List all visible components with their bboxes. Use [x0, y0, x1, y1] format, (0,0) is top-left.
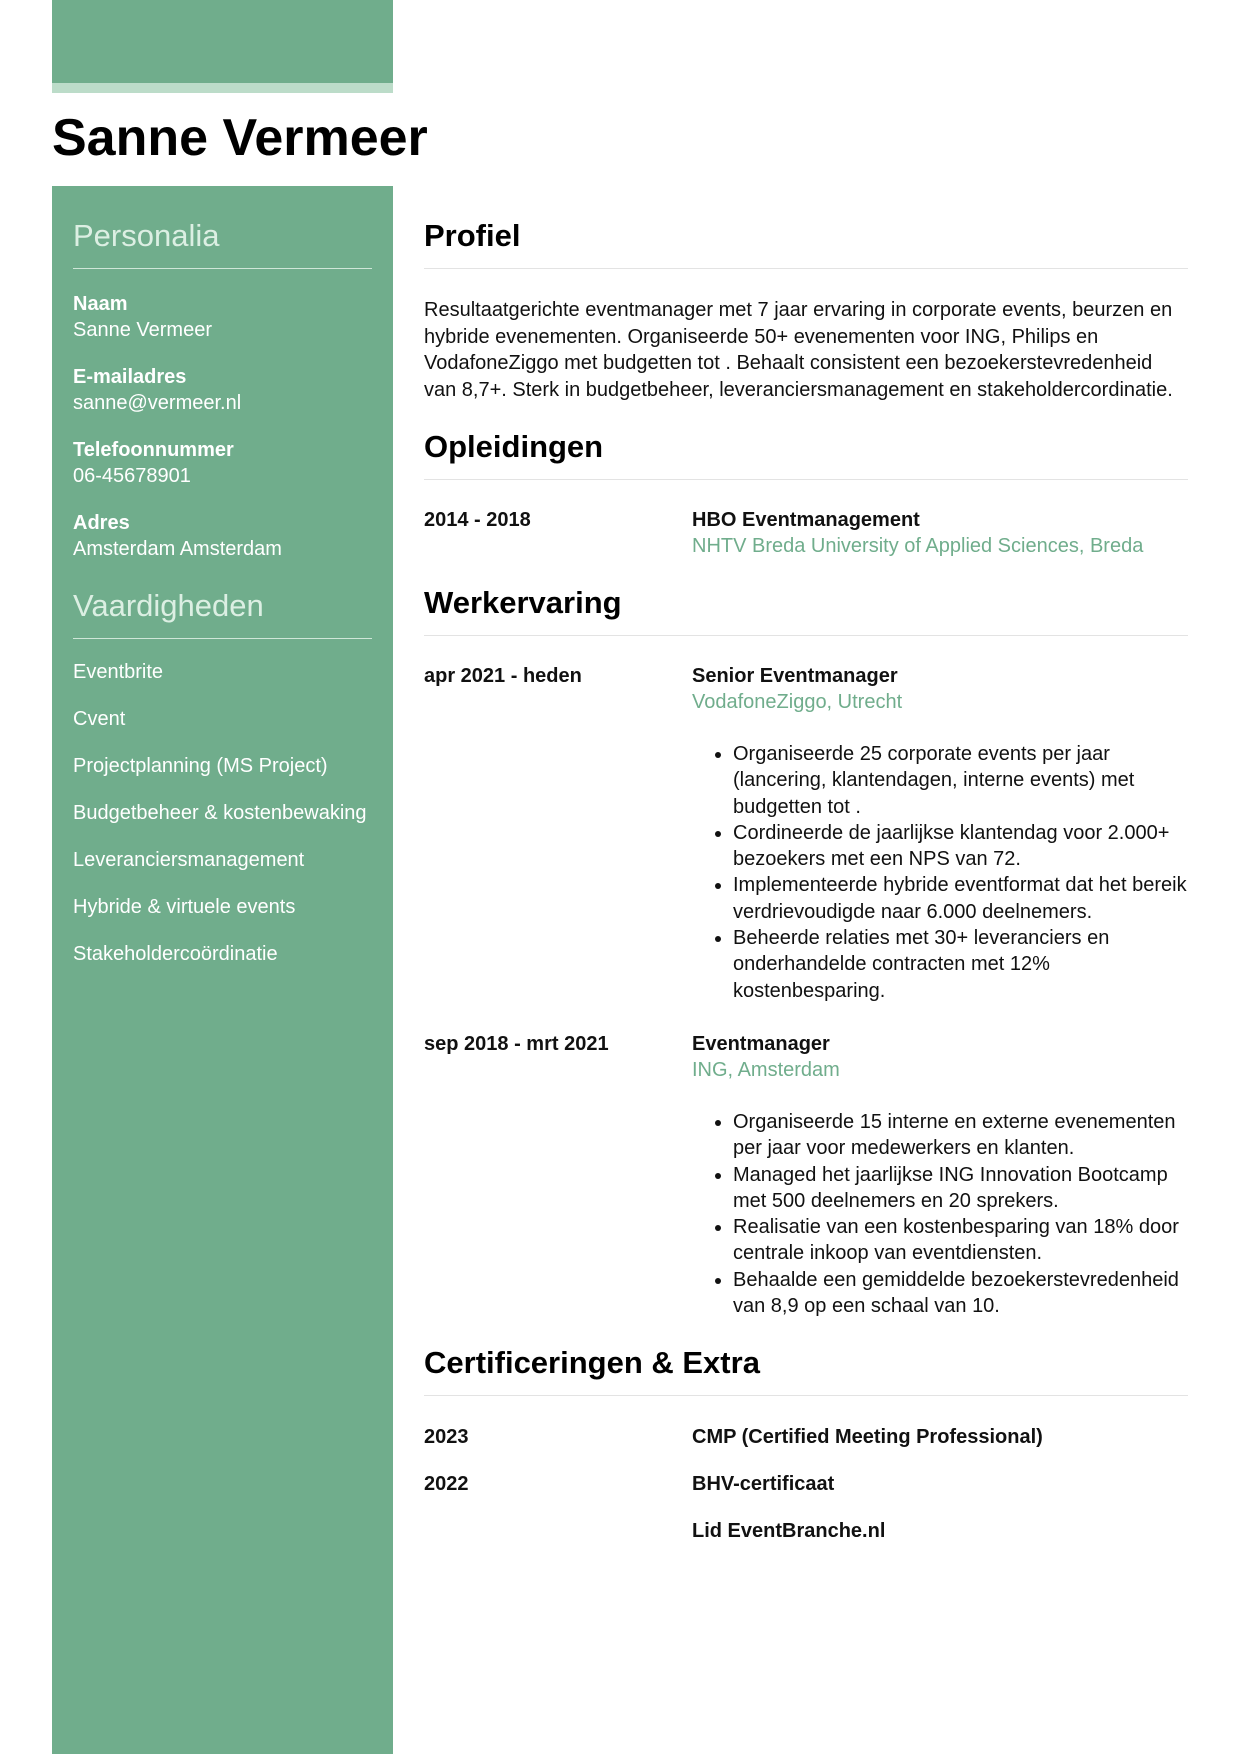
entry-title: HBO Eventmanagement: [692, 509, 920, 531]
bullet-item: • Organiseerde 25 corporate events per jaar (lancering, klantendagen, interne events) met budgetten tot .: [733, 741, 1188, 820]
skill-item: Projectplanning (MS Project): [73, 755, 328, 777]
entry-date: apr 2021 - heden: [424, 665, 582, 687]
contact-item-phone: [73, 437, 372, 489]
bullet-item: • Cordineerde de jaarlijkse klantendag voor 2.000+ bezoekers met een NPS van 72.: [733, 820, 1188, 873]
education-section: [424, 427, 1188, 559]
skill-item: Budgetbeheer & kostenbewaking: [73, 802, 367, 824]
contact-value: Amsterdam Amsterdam: [73, 538, 282, 560]
skills-list: [73, 659, 372, 967]
contact-item-email: [73, 364, 372, 416]
education-entry: [424, 507, 1188, 559]
entry-company: ING, Amsterdam: [692, 1058, 840, 1081]
skills-heading: Vaardigheden: [73, 586, 372, 639]
entry-date: 2022: [424, 1473, 469, 1496]
contact-label: Telefoonnummer: [73, 439, 234, 461]
experience-title: Werkervaring: [424, 583, 1188, 636]
contact-item-name: [73, 291, 372, 343]
profile-section: [424, 216, 1188, 403]
skill-item: Leveranciersmanagement: [73, 849, 305, 871]
certification-title: BHV-certificaat: [692, 1473, 835, 1496]
bullet-item: • Behaalde een gemiddelde bezoekerstevredenheid van 8,9 op een schaal van 10.: [733, 1267, 1188, 1320]
experience-section: [424, 583, 1188, 1319]
skill-item: Eventbrite: [73, 661, 164, 683]
entry-company: VodafoneZiggo, Utrecht: [692, 691, 903, 713]
contact-label: Adres: [73, 512, 130, 534]
profile-text: Resultaatgerichte eventmanager met 7 jaar ervaring in corporate events, beurzen en hybride evenementen. Organiseerde 50+ evenementen voor ING, Philips en VodafoneZiggo met budgetten tot . Behaalt consistent een bezoekerstevredenheid van 8,7+. Sterk in budgetbeheer, leveranciersmanagement en stakeholdercordinatie.: [424, 299, 1173, 401]
header-accent-stripe: [52, 83, 393, 93]
personalia-heading: Personalia: [73, 216, 372, 269]
entry-institution: NHTV Breda University of Applied Sciences, Breda: [692, 535, 1144, 557]
certification-title: CMP (Certified Meeting Professional): [692, 1426, 1043, 1449]
candidate-name: Sanne Vermeer: [52, 109, 428, 167]
contact-value: sanne@vermeer.nl: [73, 392, 242, 414]
entry-title: Senior Eventmanager: [692, 665, 898, 687]
contact-value: 06-45678901: [73, 465, 191, 487]
experience-entry: [424, 1031, 1188, 1319]
contact-label: E-mailadres: [73, 366, 187, 388]
sidebar: [52, 186, 393, 1754]
education-title: Opleidingen: [424, 427, 1188, 480]
bullet-list: [692, 741, 1188, 1004]
entry-title: Eventmanager: [692, 1032, 830, 1055]
certification-entry: [424, 1471, 1188, 1497]
certifications-title: Certificeringen & Extra: [424, 1343, 1188, 1396]
certification-entry: [424, 1518, 1188, 1544]
skill-item: Stakeholdercoördinatie: [73, 943, 278, 965]
certification-entry: [424, 1424, 1188, 1450]
skill-item: Hybride & virtuele events: [73, 896, 296, 918]
bullet-item: • Organiseerde 15 interne en externe evenementen per jaar voor medewerkers en klanten.: [733, 1109, 1188, 1162]
entry-body: [692, 507, 1188, 559]
experience-entry: [424, 663, 1188, 1004]
header-color-block: [52, 0, 393, 83]
entry-date: 2023: [424, 1426, 469, 1449]
bullet-list: [692, 1109, 1188, 1319]
bullet-item: • Beheerde relaties met 30+ leveranciers en onderhandelde contracten met 12% kostenbesparing.: [733, 925, 1188, 1004]
contact-value: Sanne Vermeer: [73, 319, 212, 341]
entry-date: [424, 1518, 692, 1544]
bullet-item: • Managed het jaarlijkse ING Innovation Bootcamp met 500 deelnemers en 20 sprekers.: [733, 1162, 1188, 1215]
certification-title: Lid EventBranche.nl: [692, 1520, 886, 1543]
bullet-item: • Implementeerde hybride eventformat dat het bereik verdrievoudigde naar 6.000 deelnemers.: [733, 872, 1188, 925]
main-content: [424, 186, 1188, 1568]
skill-item: Cvent: [73, 708, 126, 730]
entry-body: [692, 1031, 1188, 1319]
entry-date: 2014 - 2018: [424, 509, 531, 531]
contact-item-address: [73, 510, 372, 562]
entry-date: sep 2018 - mrt 2021: [424, 1032, 609, 1055]
bullet-item: • Realisatie van een kostenbesparing van 18% door centrale inkoop van eventdiensten.: [733, 1214, 1188, 1267]
contact-label: Naam: [73, 293, 128, 315]
entry-body: [692, 663, 1188, 1004]
sidebar-content: [73, 186, 372, 988]
contact-list: [73, 291, 372, 562]
certifications-section: [424, 1343, 1188, 1544]
profile-title: Profiel: [424, 216, 1188, 269]
